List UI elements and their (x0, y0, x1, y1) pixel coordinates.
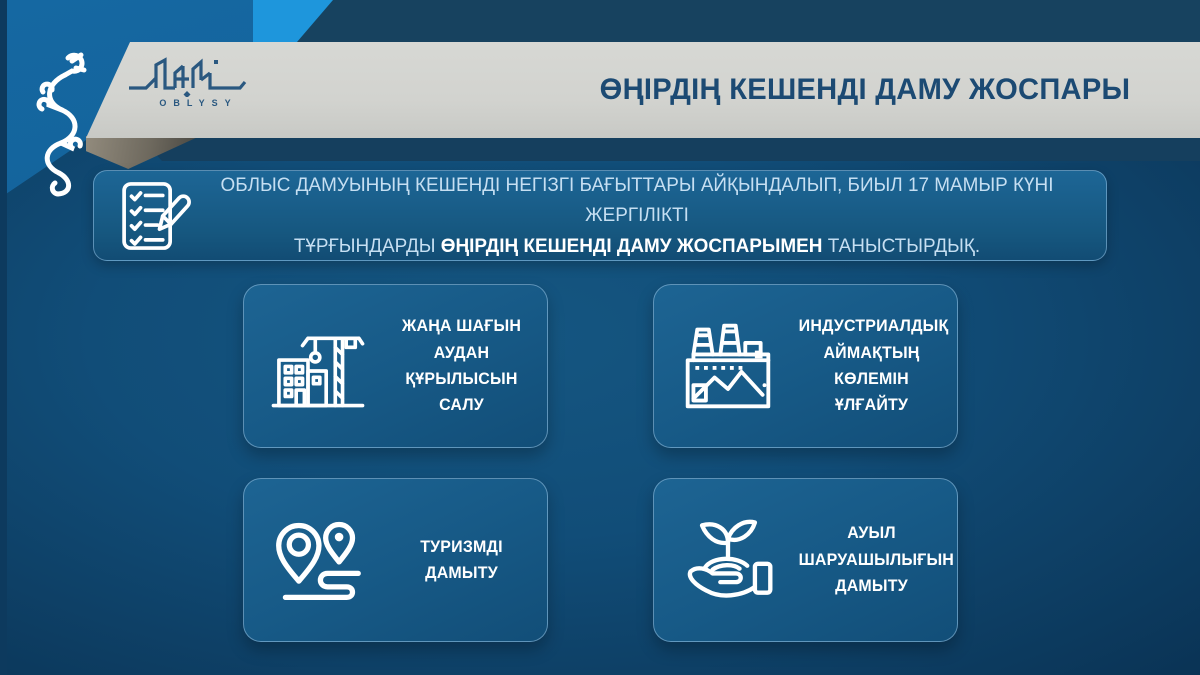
page-title: ӨҢІРДІҢ КЕШЕНДІ ДАМУ ЖОСПАРЫ (599, 73, 1131, 106)
banner-text (207, 170, 1066, 261)
left-edge-strip (0, 0, 7, 675)
banner-line-1: ОБЛЫС ДАМУЫНЫҢ КЕШЕНДІ НЕГІЗГІ БАҒЫТТАРЫ АЙҚЫНДАЛЫП, БИЫЛ 17 МАМЫР КҮНІ ЖЕРГІЛІКТІ (220, 174, 1054, 227)
card-label: ЖАҢА ШАҒЫН АУДАН ҚҰРЫЛЫСЫН САЛУ (401, 316, 522, 415)
abai-wordmark-icon (126, 57, 264, 97)
hand-sprout-icon (662, 513, 794, 607)
banner-line-2: ТҰРҒЫНДАРДЫ ӨҢІРДІҢ КЕШЕНДІ ДАМУ ЖОСПАРЫМЕН ТАНЫСТЫРДЫҚ. (293, 234, 981, 257)
abai-oblysy-logo (126, 57, 264, 108)
logo-subtitle: OBLYSY (159, 98, 238, 108)
card-label: ИНДУСТРИАЛДЫҚ АЙМАҚТЫҢ КӨЛЕМІН ҰЛҒАЙТУ (798, 316, 949, 415)
map-pins-route-icon (252, 514, 384, 606)
factory-icon (662, 316, 794, 416)
banner-highlight: ӨҢІРДІҢ КЕШЕНДІ ДАМУ ЖОСПАРЫМЕН (440, 234, 823, 257)
checklist-pencil-icon (120, 178, 194, 254)
cards-grid (243, 284, 958, 642)
construction-crane-icon (252, 316, 384, 416)
card-label: АУЫЛ ШАРУАШЫЛЫҒЫН ДАМЫТУ (798, 523, 955, 596)
card-industrial-zone (653, 284, 958, 448)
card-agriculture (653, 478, 958, 642)
card-label: ТУРИЗМДІ ДАМЫТУ (420, 536, 503, 582)
snow-leopard-ornament-icon (32, 44, 88, 202)
card-tourism (243, 478, 548, 642)
card-new-district (243, 284, 548, 448)
intro-banner (93, 170, 1107, 261)
ribbon-bottom-navy-band (140, 137, 1200, 161)
